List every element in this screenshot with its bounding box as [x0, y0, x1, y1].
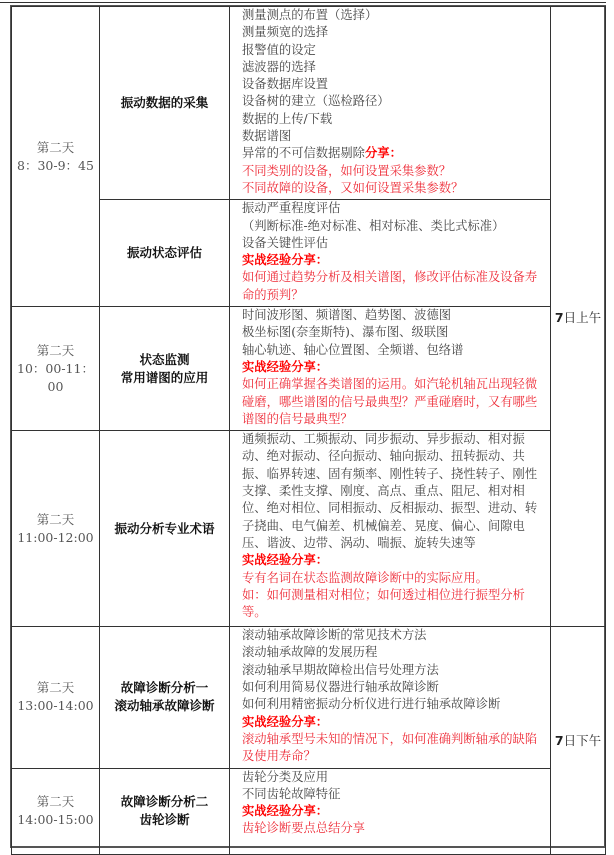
topic-title: 状态监测 [139, 351, 190, 367]
share-text: 如：如何测量相对相位；如何透过相位进行振型分析等。 [242, 587, 525, 620]
topic-cell [100, 627, 230, 768]
content-item: 数据谱图 [242, 129, 292, 144]
content-item: 测量测点的布置（选择） [242, 8, 378, 22]
content-item: 轴心轨迹、轴心位置图、全频谱、包络谱 [242, 342, 464, 357]
time-label: 13:00-14:00 [17, 698, 94, 714]
content-item: 测量频宽的选择 [242, 25, 329, 40]
content-item: 不同齿轮故障特征 [242, 786, 341, 801]
table-row [12, 768, 606, 854]
training-schedule-table [11, 6, 606, 855]
period-label: 日上午 [563, 309, 602, 325]
table-row [12, 431, 606, 627]
period-day: 7 [554, 309, 564, 325]
content-cell [230, 627, 551, 768]
content-cell [230, 7, 551, 200]
day-time-cell [12, 431, 100, 627]
period-cell-afternoon [551, 627, 606, 854]
topic-title: 振动分析专业术语 [114, 520, 215, 536]
topic-title: 故障诊断分析一 [120, 680, 209, 696]
topic-title: 故障诊断分析二 [120, 794, 209, 809]
content-item: 设备树的建立（巡检路径） [242, 94, 390, 109]
content-item: 滚动轴承故障的发展历程 [242, 645, 378, 660]
period-day: 7 [554, 733, 564, 749]
day-label: 第二天 [36, 680, 75, 696]
day-label: 第二天 [36, 342, 75, 358]
share-text: 如何通过趋势分析及相关谱图，修改评估标准及设备寿命的预判？ [242, 270, 538, 302]
topic-subtitle: 常用谱图的应用 [120, 369, 209, 385]
day-label: 第二天 [36, 794, 75, 809]
share-label: 分享： [364, 146, 402, 161]
share-label: 实战经验分享： [242, 359, 329, 374]
period-label: 日下午 [563, 733, 602, 749]
content-item-with-share [242, 145, 548, 162]
topic-cell [100, 307, 230, 431]
content-item: 齿轮分类及应用 [242, 769, 329, 784]
content-item: 振动严重程度评估 [242, 201, 341, 216]
day-time-cell [12, 307, 100, 431]
terms-text: 通频振动、工频振动、同步振动、异步振动、相对振动、绝对振动、径向振动、轴向振动、扭转振动、共振、临界转速、固有频率、刚性转子、挠性转子、刚性支撑、柔性支撑、刚度、高点、重点、阻尼、相对相位、绝对相位、同相振动、反相振动、振型、进动、转子挠曲、电气偏差、机械偏差、晃度、偏心、间隙电压、谐波、边带、涡动、喘振、旋转失速等 [242, 432, 538, 550]
table-row [12, 7, 606, 200]
content-item: 如何利用精密振动分析仪进行进行轴承故障诊断 [242, 697, 501, 712]
topic-title: 振动数据的采集 [120, 95, 209, 111]
content-item: 时间波形图、频谱图、趋势图、波德图 [242, 308, 452, 323]
time-label: 14:00-15:00 [17, 812, 94, 827]
day-time-cell [12, 7, 100, 307]
content-item: 极坐标图(奈奎斯特)、瀑布图、级联图 [242, 325, 449, 340]
share-label: 实战经验分享： [242, 804, 329, 819]
share-text: 专有名词在状态监测故障诊断中的实际应用。 [242, 570, 488, 585]
content-item: 设备数据库设置 [242, 77, 329, 92]
content-item: 数据的上传/下载 [242, 111, 333, 126]
content-item: 如何利用简易仪器进行轴承故障诊断 [242, 680, 439, 695]
day-label: 第二天 [36, 139, 75, 155]
content-item: 设备关键性评估 [242, 235, 329, 250]
content-item: 异常的不可信数据剔除 [242, 146, 365, 161]
period-cell-morning [551, 7, 606, 627]
topic-cell [100, 7, 230, 200]
day-time-cell [12, 627, 100, 768]
table-row [12, 200, 606, 307]
content-item: 报警值的设定 [242, 42, 316, 57]
content-item: 滚动轴承早期故障检出信号处理方法 [242, 662, 439, 677]
share-text: 如何正确掌握各类谱图的运用。如汽轮机轴瓦出现轻微碰磨，哪些谱图的信号最典型？严重碰磨时，又有哪些谱图的信号最典型？ [242, 377, 538, 426]
content-item: （判断标准-绝对标准、相对标准、类比式标准） [242, 218, 505, 233]
content-item: 滚动轴承故障诊断的常见技术方法 [242, 628, 427, 643]
share-text: 不同故障的设备，又如何设置采集参数？ [242, 180, 464, 195]
time-label: 8：30-9：45 [17, 157, 94, 173]
table-row [12, 307, 606, 431]
day-time-cell [12, 768, 100, 854]
topic-subtitle: 滚动轴承故障诊断 [114, 698, 215, 714]
topic-cell [100, 431, 230, 627]
time-label: 11:00-12:00 [17, 529, 94, 545]
topic-subtitle: 齿轮诊断 [139, 812, 190, 827]
share-text: 齿轮诊断要点总结分享 [242, 821, 365, 836]
table-row [12, 627, 606, 768]
content-cell [230, 768, 551, 854]
share-text: 不同类别的设备，如何设置采集参数？ [242, 163, 452, 178]
topic-cell [100, 200, 230, 307]
share-label: 实战经验分享： [242, 714, 329, 729]
topic-cell [100, 768, 230, 854]
content-cell [230, 200, 551, 307]
share-text: 滚动轴承型号未知的情况下，如何准确判断轴承的缺陷及使用寿命？ [242, 731, 538, 764]
time-label: 10：00-11：00 [17, 360, 94, 394]
content-cell [230, 307, 551, 431]
share-label: 实战经验分享： [242, 253, 329, 268]
day-label: 第二天 [36, 511, 75, 527]
top-rule [0, 2, 606, 3]
content-cell [230, 431, 551, 627]
content-item: 滤波器的选择 [242, 59, 316, 74]
share-label: 实战经验分享： [242, 553, 329, 568]
topic-title: 振动状态评估 [126, 245, 202, 261]
